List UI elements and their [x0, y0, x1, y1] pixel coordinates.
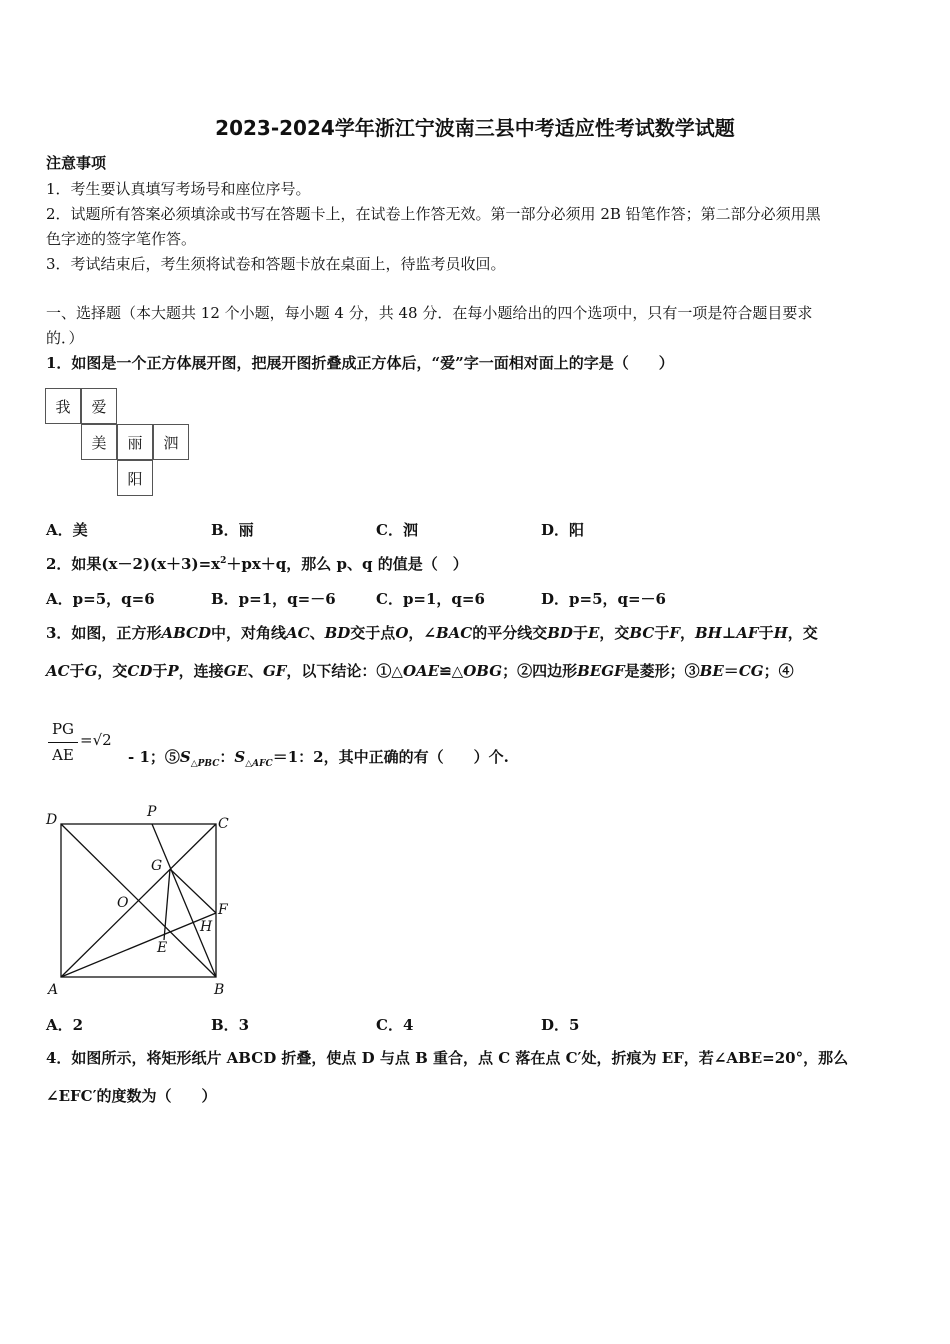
q3-stem-line1: 3．如图，正方形ABCD中，对角线AC、BD交于点O，∠BAC的平分线交BD于E，交BC于F，BH⊥AF于H，交	[46, 624, 818, 642]
section-heading-line2: 的．）	[46, 329, 84, 347]
label-a: A	[48, 982, 59, 998]
fraction-numerator: PG	[51, 720, 75, 738]
label-p: P	[147, 804, 157, 820]
label-e: E	[157, 940, 168, 956]
q1-option-a: A．美	[46, 521, 88, 539]
q3-stem-line3: - 1；$⑤S_{\triangle PBC}$：$S_{\triangle AFC}=1$：2，其中正确的有（ ）个.	[128, 748, 509, 769]
label-h: H	[200, 919, 213, 935]
label-c: C	[218, 816, 229, 832]
net-cell-3: 美	[81, 424, 117, 460]
section-heading-line1: 一、选择题（本大题共 12 个小题，每小题 4 分，共 48 分．在每小题给出的四个选项中，只有一项是符合题目要求	[46, 304, 813, 322]
notice-item-2a: 2．试题所有答案必须填涂或书写在答题卡上，在试卷上作答无效。第一部分必须用 2B 铅笔作答；第二部分必须用黑	[46, 205, 821, 223]
q3-option-c: C．4	[376, 1016, 414, 1034]
q4-stem-line1: 4．如图所示，将矩形纸片 ABCD 折叠，使点 D 与点 B 重合，点 C 落在点 C′处，折痕为 EF，若∠ABE=20°，那么	[46, 1049, 849, 1067]
net-cell-6: 阳	[117, 460, 153, 496]
net-cell-2: 爱	[81, 388, 117, 424]
label-f: F	[218, 902, 228, 918]
q1-option-c: C．泗	[376, 521, 418, 539]
notice-heading: 注意事项	[46, 154, 107, 172]
q2-option-d: D．p=5，q=－6	[541, 590, 666, 608]
net-cell-5: 泗	[153, 424, 189, 460]
cube-net-figure	[45, 388, 193, 498]
segment-gf	[170, 869, 216, 913]
square-geometry-figure	[40, 800, 240, 1000]
sqrt-expression: =√2	[80, 731, 112, 749]
net-cell-1: 我	[45, 388, 81, 424]
notice-item-2b: 色字迹的签字笔作答。	[46, 230, 197, 248]
q2-option-a: A．p=5，q=6	[46, 590, 155, 608]
q1-stem: 1．如图是一个正方体展开图，把展开图折叠成正方体后，“爱”字一面相对面上的字是（ ）	[46, 354, 674, 372]
q1-option-b: B．丽	[211, 521, 254, 539]
q4-stem-line2: ∠EFC′的度数为（ ）	[46, 1087, 217, 1105]
net-cell-4: 丽	[117, 424, 153, 460]
q2-option-c: C．p=1，q=6	[376, 590, 485, 608]
fraction-denominator: AE	[52, 746, 74, 764]
q1-option-d: D．阳	[541, 521, 585, 539]
label-d: D	[46, 812, 58, 828]
notice-item-3: 3．考试结束后，考生须将试卷和答题卡放在桌面上，待监考员收回。	[46, 255, 506, 273]
q3-option-b: B．3	[211, 1016, 250, 1034]
notice-item-1: 1．考生要认真填写考场号和座位序号。	[46, 180, 311, 198]
label-g: G	[151, 858, 163, 874]
q3-stem-line2: AC于G，交CD于P，连接GE、GF，以下结论：①△OAE≌△OBG；②四边形BEGF是菱形；③BE＝CG；④	[46, 662, 794, 680]
q2-stem: 2．如果$(x-2)(x+3)=x^2+px+q$，那么 p、q 的值是（ ）	[46, 555, 468, 573]
q2-option-b: B．p=1，q=－6	[211, 590, 336, 608]
q3-option-a: A．2	[46, 1016, 84, 1034]
label-o: O	[117, 895, 129, 911]
page-title: 2023-2024学年浙江宁波南三县中考适应性考试数学试题	[215, 116, 735, 140]
q3-option-d: D．5	[541, 1016, 580, 1034]
label-b: B	[214, 982, 225, 998]
